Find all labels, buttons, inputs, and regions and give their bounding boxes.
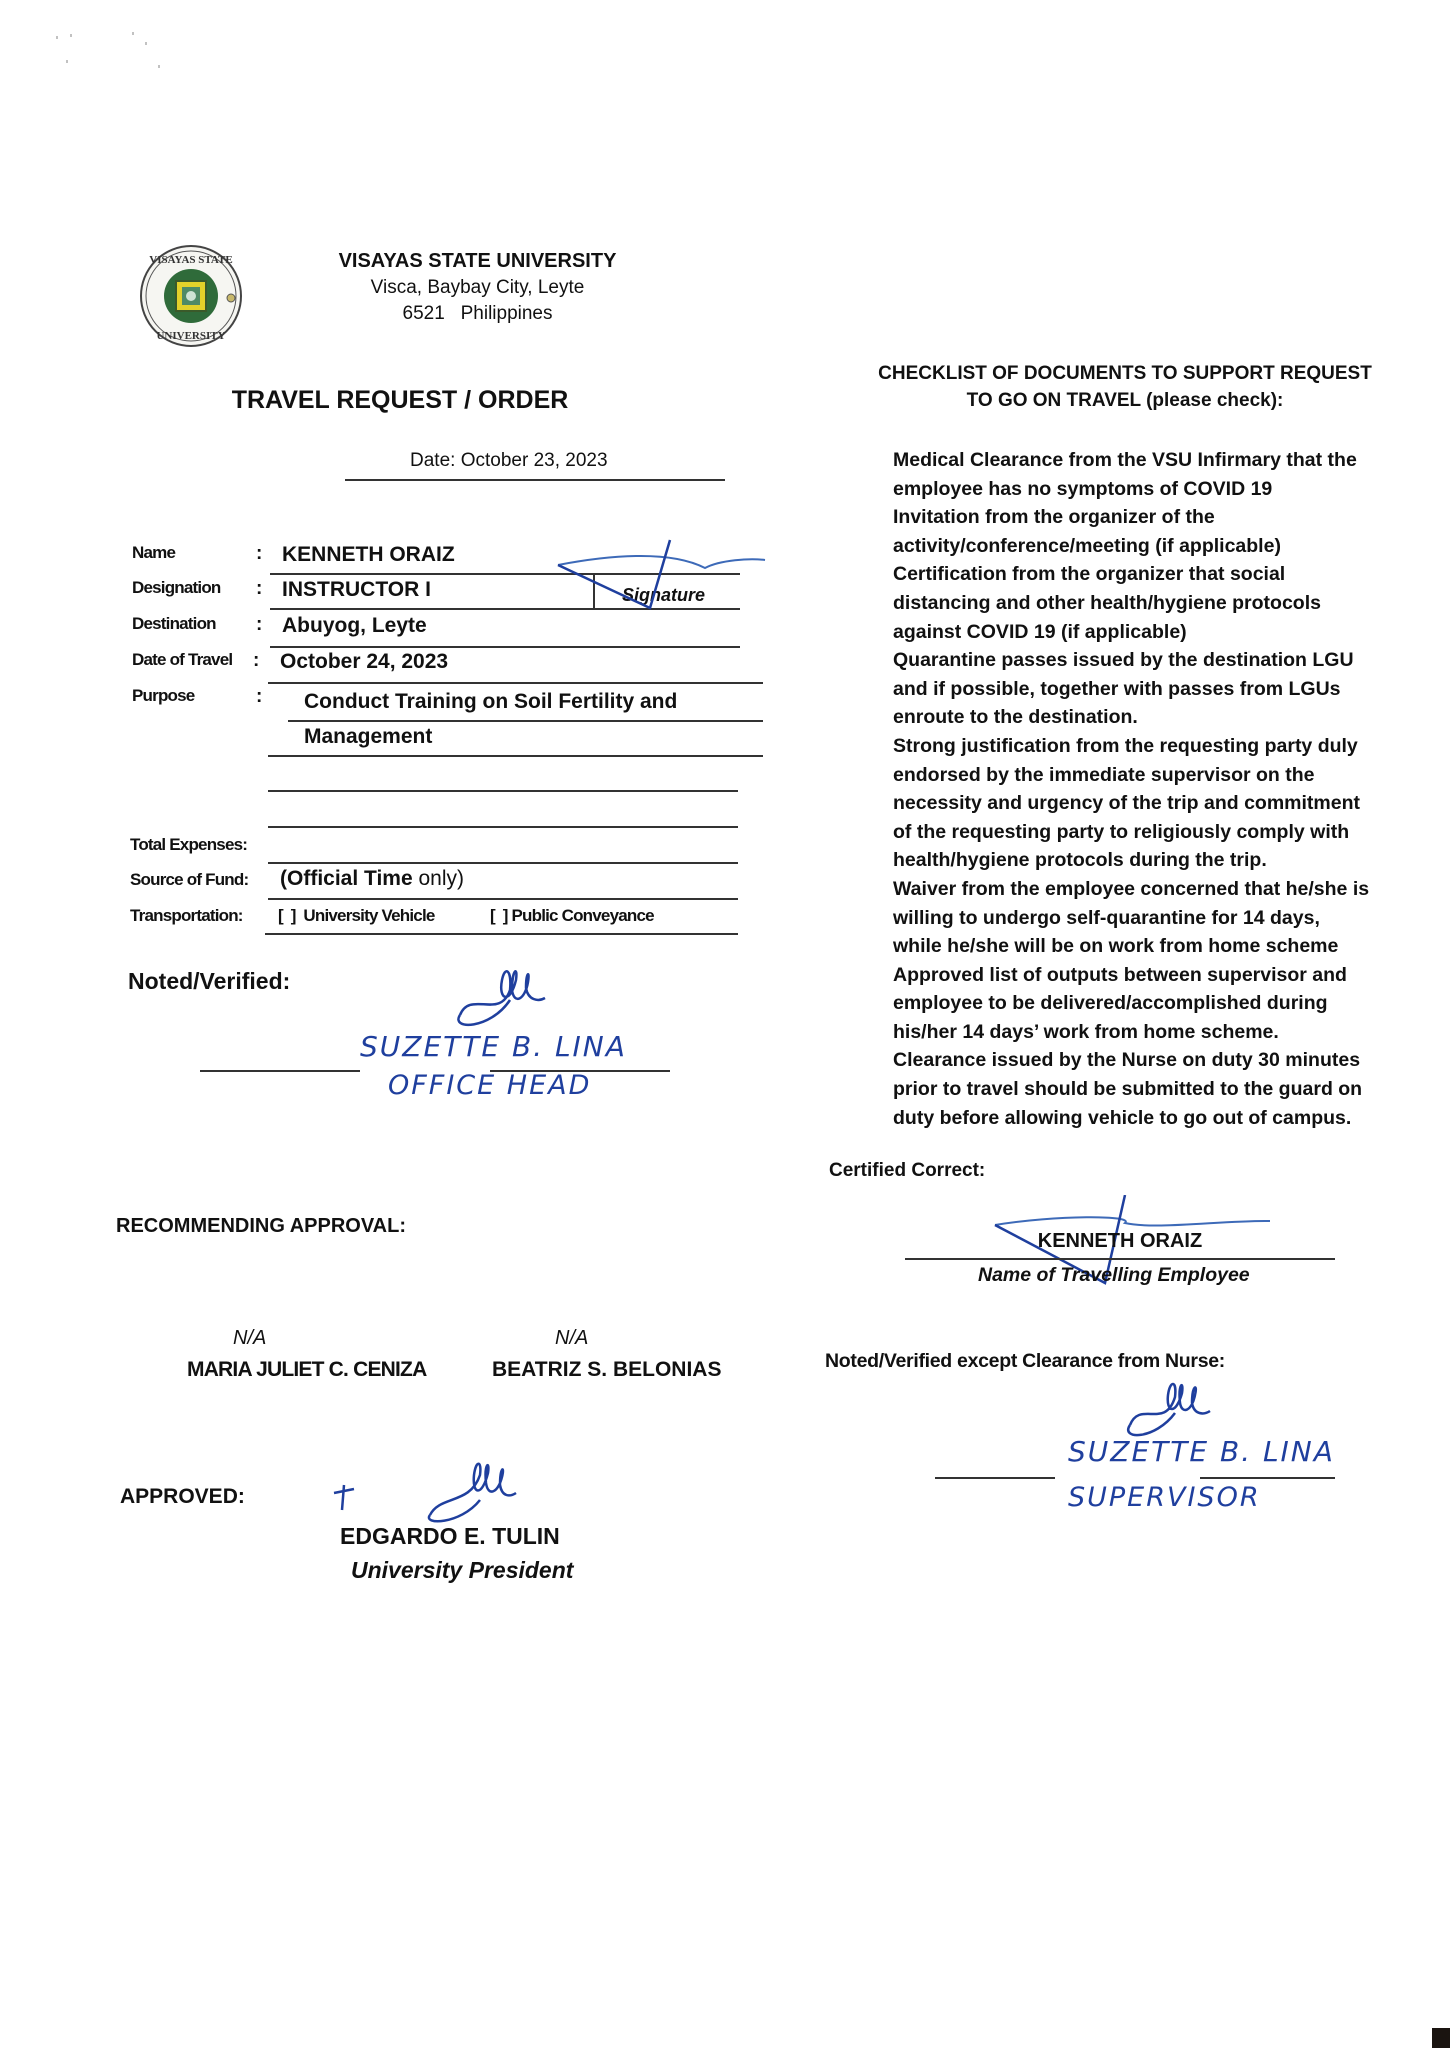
supervisor-handwritten-name: SUZETTE B. LINA	[1068, 1435, 1335, 1468]
checklist-line: Certification from the organizer that social	[893, 563, 1286, 586]
university-seal	[138, 243, 244, 349]
designation-colon: :	[256, 578, 263, 599]
checklist-line: Medical Clearance from the VSU Infirmary that the	[893, 449, 1357, 471]
date-underline	[345, 479, 725, 481]
purpose-colon: :	[256, 686, 263, 707]
supervisor-noted-label: Noted/Verified except Clearance from Nurse:	[825, 1350, 1225, 1372]
checklist-line: duty before allowing vehicle to go out of campus.	[893, 1106, 1352, 1129]
president-title: University President	[351, 1557, 574, 1583]
checklist-line: Strong justification from the requesting party duly	[893, 734, 1358, 757]
checklist-line: health/hygiene protocols during the trip.	[893, 849, 1267, 872]
date-of-travel-value[interactable]: October 24, 2023	[280, 650, 449, 673]
office-head-signature-scribble	[450, 960, 560, 1030]
checklist-line: prior to travel should be submitted to the guard on	[893, 1078, 1363, 1101]
checklist-line: distancing and other health/hygiene protocols	[893, 591, 1321, 614]
purpose-value-line1[interactable]: Conduct Training on Soil Fertility and	[304, 690, 678, 713]
recommender-2-status: N/A	[555, 1327, 589, 1349]
president-name: EDGARDO E. TULIN	[340, 1523, 560, 1549]
certified-signature-line	[905, 1258, 1335, 1260]
checklist-line: employee to be delivered/accomplished during	[893, 992, 1328, 1015]
university-address-line1: Visca, Baybay City, Leyte	[370, 277, 585, 298]
approved-label: APPROVED:	[120, 1485, 245, 1508]
certified-correct-label: Certified Correct:	[829, 1160, 986, 1181]
source-of-fund-label: Source of Fund:	[130, 870, 249, 889]
source-of-fund-value-regular: only)	[412, 867, 465, 890]
total-expenses-underline[interactable]	[268, 862, 738, 864]
date-value: October 23, 2023	[460, 450, 608, 471]
checklist-line: and if possible, together with passes from LGUs	[893, 677, 1341, 700]
name-colon: :	[256, 543, 263, 564]
source-of-fund-value-bold: (Official Time	[280, 867, 413, 890]
name-value[interactable]: KENNETH ORAIZ	[282, 543, 455, 566]
signature-caption: Signature	[622, 585, 706, 605]
certified-caption: Name of Travelling Employee	[978, 1264, 1250, 1286]
destination-colon: :	[256, 614, 263, 635]
president-signature-scribble	[330, 1455, 540, 1525]
checklist-line: against COVID 19 (if applicable)	[893, 620, 1187, 643]
checklist	[893, 446, 1413, 1132]
scan-edge-shadow	[1432, 2028, 1450, 2048]
destination-value[interactable]: Abuyog, Leyte	[282, 614, 427, 637]
designation-label: Designation	[132, 578, 221, 597]
transportation-label: Transportation:	[130, 906, 243, 925]
destination-underline	[270, 646, 740, 648]
date-label: Date:	[410, 450, 456, 471]
employee-signature-scribble	[550, 530, 770, 620]
checklist-title-line1: CHECKLIST OF DOCUMENTS TO SUPPORT REQUEST	[878, 363, 1372, 384]
recommender-1-status: N/A	[233, 1327, 267, 1349]
recommender-1-name: MARIA JULIET C. CENIZA	[187, 1358, 427, 1381]
total-expenses-label: Total Expenses:	[130, 835, 248, 854]
checklist-line: Invitation from the organizer of the	[893, 506, 1215, 529]
blank-underline-1	[268, 790, 738, 792]
checklist-line: endorsed by the immediate supervisor on the	[893, 763, 1315, 786]
blank-underline-2	[268, 826, 738, 828]
purpose-underline-1	[288, 720, 763, 722]
svg-text:UNIVERSITY: UNIVERSITY	[156, 330, 226, 342]
transportation-public-conveyance-option[interactable]: [ ] Public Conveyance	[490, 906, 654, 925]
destination-label: Destination	[132, 614, 216, 633]
office-head-handwritten-name: SUZETTE B. LINA	[360, 1030, 627, 1063]
checklist-line: of the requesting party to religiously comply with	[893, 820, 1350, 843]
date-of-travel-label: Date of Travel	[132, 650, 233, 669]
supervisor-signature-line-right	[1200, 1477, 1335, 1479]
certified-employee-name: KENNETH ORAIZ	[1037, 1230, 1203, 1252]
checklist-title-line2: TO GO ON TRAVEL (please check):	[966, 390, 1284, 411]
purpose-label: Purpose	[132, 686, 195, 705]
date-of-travel-underline	[268, 682, 763, 684]
office-head-signature-line-left	[200, 1070, 360, 1072]
checklist-line: activity/conference/meeting (if applicable)	[893, 534, 1281, 557]
checklist-line: employee has no symptoms of COVID 19	[893, 477, 1273, 500]
checklist-line: Waiver from the employee concerned that he/she is	[893, 877, 1370, 900]
date-of-travel-colon: :	[253, 650, 260, 671]
checklist-line: his/her 14 days’ work from home scheme.	[893, 1020, 1279, 1043]
checklist-line: Approved list of outputs between supervisor and	[893, 963, 1347, 986]
checklist-line: Quarantine passes issued by the destination LGU	[893, 649, 1354, 672]
recommender-2-name: BEATRIZ S. BELONIAS	[492, 1358, 722, 1381]
checklist-line: while he/she will be on work from home scheme	[893, 935, 1339, 958]
name-label: Name	[132, 543, 176, 562]
seal-icon	[138, 243, 244, 349]
noted-verified-label: Noted/Verified:	[128, 968, 291, 994]
checklist-line: necessity and urgency of the trip and commitment	[893, 792, 1361, 815]
svg-text:VISAYAS STATE: VISAYAS STATE	[149, 254, 233, 266]
source-of-fund-underline	[268, 898, 738, 900]
date-field	[410, 450, 608, 472]
checklist-line: enroute to the destination.	[893, 706, 1138, 729]
transportation-university-vehicle-option[interactable]: [ ] University Vehicle	[278, 906, 435, 925]
transportation-underline	[265, 933, 738, 935]
designation-value[interactable]: INSTRUCTOR I	[282, 578, 431, 601]
university-name: VISAYAS STATE UNIVERSITY	[338, 250, 617, 272]
supervisor-handwritten-title: SUPERVISOR	[1068, 1482, 1261, 1513]
office-head-handwritten-title: OFFICE HEAD	[388, 1070, 592, 1101]
source-of-fund-value[interactable]	[280, 867, 464, 891]
form-title: TRAVEL REQUEST / ORDER	[231, 386, 569, 414]
supervisor-signature-line-left	[935, 1477, 1055, 1479]
recommending-approval-label: RECOMMENDING APPROVAL:	[116, 1215, 406, 1237]
purpose-underline-2	[268, 755, 763, 757]
university-address-line2: 6521 Philippines	[402, 303, 553, 324]
checklist-line: Clearance issued by the Nurse on duty 30 minutes	[893, 1049, 1361, 1072]
purpose-value-line2[interactable]: Management	[304, 725, 433, 748]
checklist-line: willing to undergo self-quarantine for 14 days,	[893, 906, 1320, 929]
